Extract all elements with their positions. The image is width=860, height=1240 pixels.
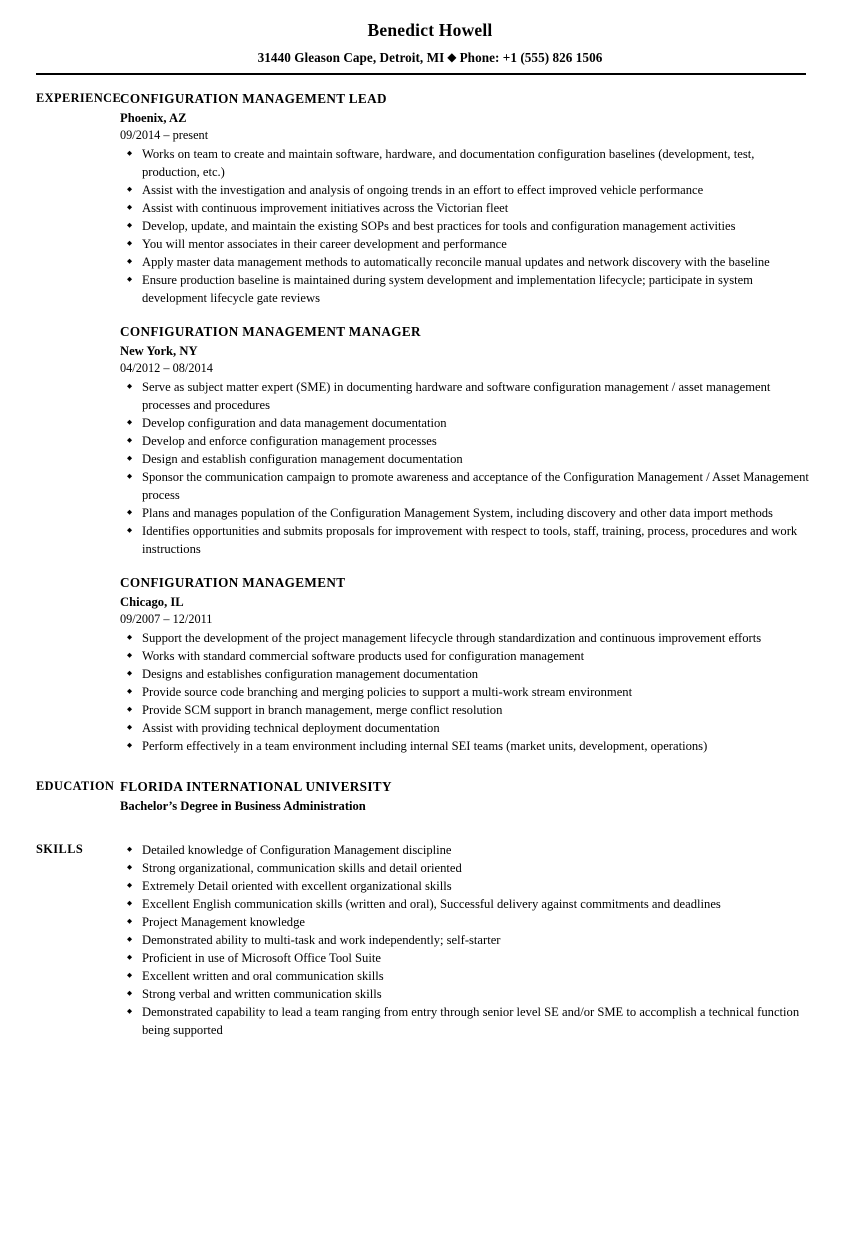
skill-bullet: ◆ Strong organizational, communication skills and detail oriented — [120, 859, 814, 877]
job-bullet: ◆ Sponsor the communication campaign to promote awareness and acceptance of the Configuration Management / Asset Management process — [120, 468, 814, 504]
skill-bullet: ◆ Excellent English communication skills (written and oral), Successful delivery against commitments and deadlines — [120, 895, 814, 913]
skill-bullet: ◆ Extremely Detail oriented with excellent organizational skills — [120, 877, 814, 895]
experience-entry — [120, 323, 814, 558]
experience-entry — [120, 90, 814, 307]
job-bullet: ◆ Design and establish configuration management documentation — [120, 450, 814, 468]
section-heading-education: EDUCATION — [36, 779, 115, 793]
skills-label-col — [0, 841, 120, 858]
job-bullet: ◆ Apply master data management methods to automatically reconcile manual updates and network discovery with the baseline — [120, 253, 814, 271]
experience-body — [120, 90, 860, 755]
job-title: CONFIGURATION MANAGEMENT — [120, 575, 346, 590]
candidate-contact-line — [0, 49, 860, 66]
education-school: FLORIDA INTERNATIONAL UNIVERSITY — [120, 779, 392, 794]
candidate-phone: Phone: +1 (555) 826 1506 — [459, 50, 603, 65]
job-bullet: ◆ Plans and manages population of the Configuration Management System, including discovery and other data import methods — [120, 504, 814, 522]
job-bullet-list — [120, 378, 814, 558]
education-label-col — [0, 778, 120, 795]
job-location: Phoenix, AZ — [120, 111, 187, 125]
skill-bullet: ◆ Demonstrated capability to lead a team ranging from entry through senior level SE and/or SME to accomplish a technical function being supported — [120, 1003, 814, 1039]
section-heading-skills: SKILLS — [36, 842, 84, 856]
job-bullet: ◆ Serve as subject matter expert (SME) in documenting hardware and software configuration management / asset management processes and procedures — [120, 378, 814, 414]
job-location: New York, NY — [120, 344, 198, 358]
skill-bullet: ◆ Strong verbal and written communication skills — [120, 985, 814, 1003]
education-degree: Bachelor’s Degree in Business Administration — [120, 799, 366, 813]
job-bullet: ◆ Develop and enforce configuration management processes — [120, 432, 814, 450]
job-bullet: ◆ Provide source code branching and merging policies to support a multi-work stream environment — [120, 683, 814, 701]
job-bullet: ◆ Assist with continuous improvement initiatives across the Victorian fleet — [120, 199, 814, 217]
skills-section — [0, 841, 860, 1039]
job-bullet: ◆ You will mentor associates in their career development and performance — [120, 235, 814, 253]
job-bullet: ◆ Perform effectively in a team environment including internal SEI teams (market units, development, operations) — [120, 737, 814, 755]
section-heading-experience: EXPERIENCE — [36, 91, 122, 105]
job-dates: 09/2014 – present — [120, 128, 209, 142]
job-title: CONFIGURATION MANAGEMENT MANAGER — [120, 324, 421, 339]
job-bullet: ◆ Identifies opportunities and submits proposals for improvement with respect to tools, staff, training, process, procedures and work instructions — [120, 522, 814, 558]
job-dates: 09/2007 – 12/2011 — [120, 612, 213, 626]
job-dates: 04/2012 – 08/2014 — [120, 361, 213, 375]
job-bullet: ◆ Ensure production baseline is maintained during system development and implementation lifecycle; participate in system development lifecycle gate reviews — [120, 271, 814, 307]
diamond-bullet-icon: ◆ — [447, 50, 457, 64]
job-bullet: ◆ Develop, update, and maintain the existing SOPs and best practices for tools and configuration management activities — [120, 217, 814, 235]
skills-bullet-list — [120, 841, 814, 1039]
job-bullet: ◆ Assist with providing technical deployment documentation — [120, 719, 814, 737]
job-bullet: ◆ Works with standard commercial software products used for configuration management — [120, 647, 814, 665]
skills-body — [120, 841, 860, 1039]
skill-bullet: ◆ Proficient in use of Microsoft Office Tool Suite — [120, 949, 814, 967]
job-bullet: ◆ Assist with the investigation and analysis of ongoing trends in an effort to effect improved vehicle performance — [120, 181, 814, 199]
experience-entry — [120, 574, 814, 755]
skill-bullet: ◆ Project Management knowledge — [120, 913, 814, 931]
skill-bullet: ◆ Excellent written and oral communication skills — [120, 967, 814, 985]
job-bullet-list — [120, 145, 814, 307]
job-bullet-list — [120, 629, 814, 755]
job-bullet: ◆ Develop configuration and data management documentation — [120, 414, 814, 432]
skill-bullet: ◆ Demonstrated ability to multi-task and work independently; self-starter — [120, 931, 814, 949]
resume-body — [0, 75, 860, 1039]
education-body — [120, 778, 860, 815]
job-bullet: ◆ Provide SCM support in branch management, merge conflict resolution — [120, 701, 814, 719]
candidate-name: Benedict Howell — [367, 20, 493, 40]
job-bullet: ◆ Designs and establishes configuration management documentation — [120, 665, 814, 683]
candidate-address: 31440 Gleason Cape, Detroit, MI — [257, 50, 445, 65]
education-section — [0, 778, 860, 815]
job-title: CONFIGURATION MANAGEMENT LEAD — [120, 91, 387, 106]
experience-label-col — [0, 90, 120, 107]
job-location: Chicago, IL — [120, 595, 184, 609]
skill-bullet: ◆ Detailed knowledge of Configuration Management discipline — [120, 841, 814, 859]
job-bullet: ◆ Works on team to create and maintain software, hardware, and documentation configuration baselines (development, test, production, etc.) — [120, 145, 814, 181]
education-entry — [120, 778, 814, 815]
resume-header — [0, 0, 860, 75]
job-bullet: ◆ Support the development of the project management lifecycle through standardization and continuous improvement efforts — [120, 629, 814, 647]
experience-section — [0, 90, 860, 755]
